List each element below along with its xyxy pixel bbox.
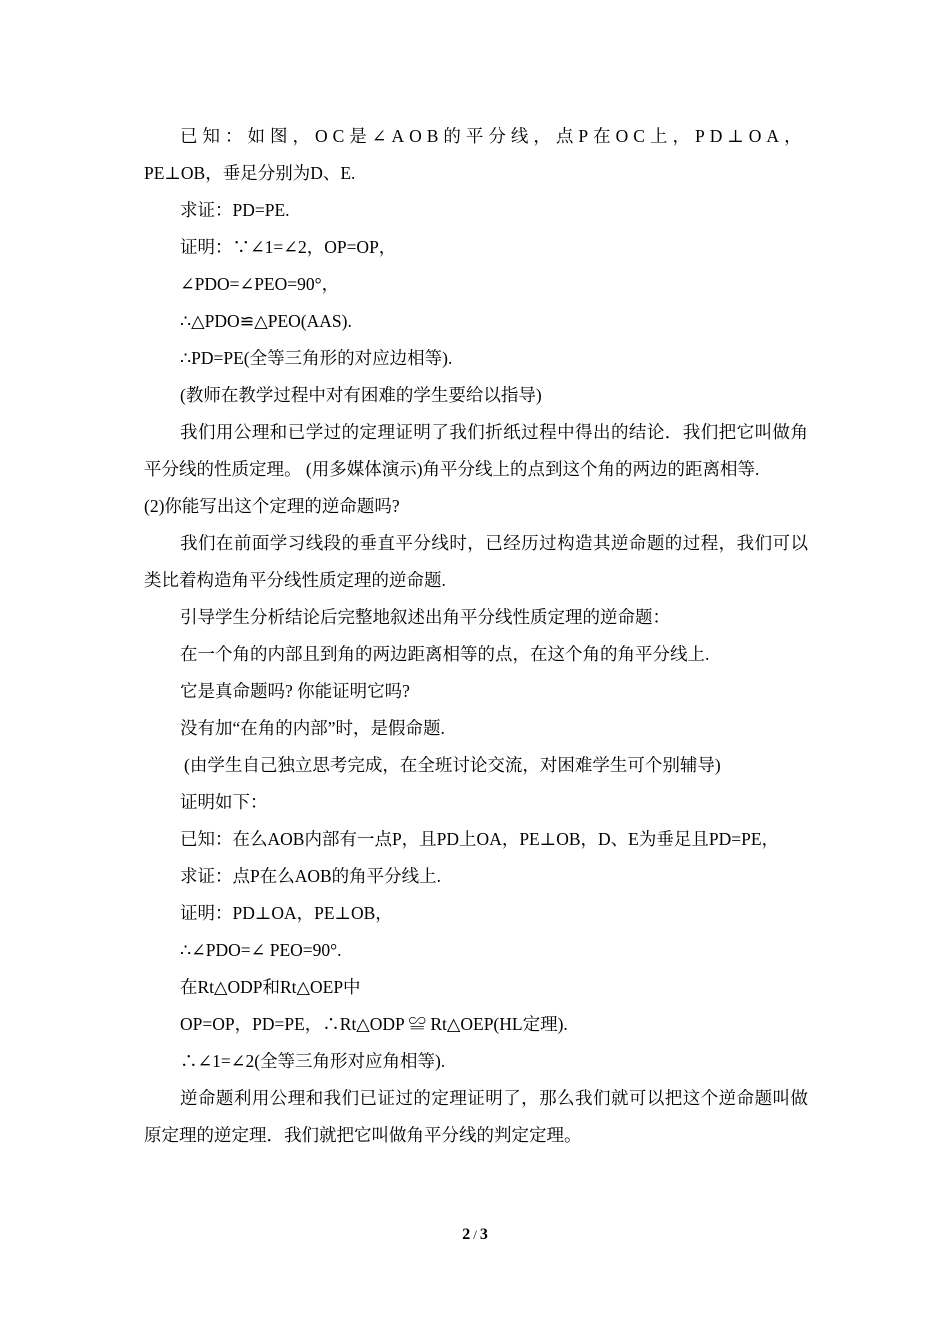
paragraph-proof-1-c: ∴△PDO≌△PEO(AAS). — [180, 311, 352, 331]
paragraph-summary-1: 我们用公理和已学过的定理证明了我们折纸过程中得出的结论．我们把它叫做角平分线的性质定理。 (用多媒体演示)角平分线上的点到这个角的两边的距离相等. — [144, 422, 808, 479]
total-pages-number: 3 — [479, 1226, 488, 1243]
paragraph-true-question: 它是真命题吗? 你能证明它吗? — [180, 681, 410, 701]
paragraph-question-2: (2)你能写出这个定理的逆命题吗? — [144, 496, 400, 516]
paragraph-given-1-cont: PE⊥OB，垂足分别为D、E. — [144, 163, 356, 183]
paragraph-proof-2-d: OP=OP，PD=PE，∴Rt△ODP ≌ Rt△OEP(HL定理). — [180, 1014, 568, 1034]
paragraph-proof-2-b: ∴∠PDO=∠ PEO=90°. — [180, 940, 342, 960]
paragraph-proof-1-d: ∴PD=PE(全等三角形的对应边相等). — [180, 348, 453, 368]
current-page-number: 2 — [462, 1226, 471, 1243]
paragraph-proof-2-a: 证明：PD⊥OA，PE⊥OB， — [180, 903, 393, 923]
paragraph-conclusion: 逆命题利用公理和我们已证过的定理证明了，那么我们就可以把这个逆命题叫做原定理的逆定理．我们就把它叫做角平分线的判定定理。 — [144, 1088, 808, 1145]
page-number-separator: / — [473, 1227, 477, 1242]
paragraph-proof-2-c: 在Rt△ODP和Rt△OEP中 — [180, 977, 361, 997]
paragraph-teacher-note: (教师在教学过程中对有困难的学生要给以指导) — [180, 385, 542, 405]
document-body — [144, 118, 808, 1154]
paragraph-false-note: 没有加“在角的内部”时，是假命题. — [180, 718, 445, 738]
paragraph-guide: 引导学生分析结论后完整地叙述出角平分线性质定理的逆命题： — [180, 607, 670, 627]
paragraph-proof-intro: 证明如下： — [180, 792, 268, 812]
paragraph-converse: 在一个角的内部且到角的两边距离相等的点，在这个角的角平分线上. — [180, 644, 710, 664]
paragraph-analogy: 我们在前面学习线段的垂直平分线时，已经历过构造其逆命题的过程，我们可以类比着构造角平分线性质定理的逆命题. — [144, 533, 808, 590]
paragraph-prove-1: 求证：PD=PE. — [180, 200, 290, 220]
paragraph-student-note: (由学生自己独立思考完成，在全班讨论交流，对困难学生可个别辅导) — [184, 755, 721, 775]
paragraph-proof-1-a: 证明：∵∠1=∠2，OP=OP， — [180, 237, 397, 257]
paragraph-prove-2: 求证：点P在么AOB的角平分线上. — [180, 866, 442, 886]
paragraph-given-2: 已知：在么AOB内部有一点P，且PD上OA，PE⊥OB，D、E为垂足且PD=PE， — [180, 829, 780, 849]
paragraph-proof-1-b: ∠PDO=∠PEO=90°， — [180, 274, 340, 294]
paragraph-proof-2-e: ∴∠1=∠2(全等三角形对应角相等). — [180, 1051, 446, 1071]
page-number-footer — [0, 1226, 950, 1244]
paragraph-given-1: 已知：如图，OC是∠AOB的平分线，点P在OC上，PD⊥OA， — [180, 126, 807, 146]
